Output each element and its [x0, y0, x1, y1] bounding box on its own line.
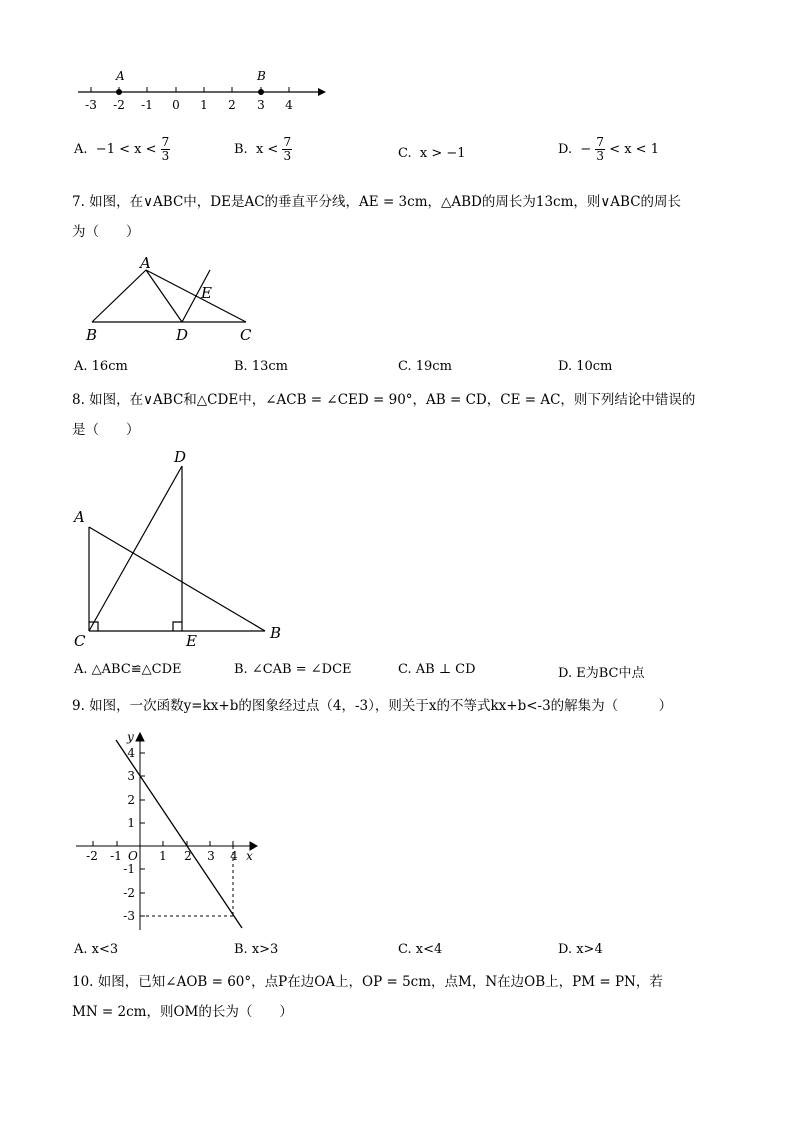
- tick-label: -1: [141, 98, 153, 112]
- q7-label-e: E: [201, 284, 212, 302]
- q7-stem-line1: 7. 如图，在∨ABC中，DE是AC的垂直平分线，AE = 3cm，△ABD的周长为13cm，则∨ABC的周长: [72, 194, 682, 210]
- q8-label-b: B: [270, 624, 282, 642]
- fraction-num: 7: [596, 135, 605, 149]
- q8-option-c[interactable]: C. AB ⊥ CD: [398, 662, 476, 677]
- tick-label: -3: [85, 98, 97, 112]
- y-tick-label: 4: [127, 746, 135, 760]
- x-tick-label: 2: [184, 849, 192, 863]
- tick-label: 1: [200, 98, 208, 112]
- x-tick-label: 3: [207, 849, 215, 863]
- tick-label: 3: [257, 98, 265, 112]
- q8-label-c: C: [74, 632, 86, 650]
- y-tick-label: 3: [127, 769, 135, 783]
- x-tick-label: -2: [86, 849, 98, 863]
- point-a-label: A: [116, 69, 125, 83]
- tick-label: 4: [285, 98, 293, 112]
- option-label: D.: [558, 142, 573, 157]
- fraction-den: 3: [283, 149, 292, 163]
- x-axis-label: x: [246, 849, 253, 863]
- origin-label: O: [128, 849, 138, 863]
- q8-label-d: D: [174, 448, 187, 466]
- q7-label-a: A: [140, 254, 151, 272]
- q8-stem-line2: 是（ ）: [72, 422, 140, 438]
- q8-option-a[interactable]: A. △ABC≌△CDE: [74, 662, 182, 677]
- q9-option-a[interactable]: A. x<3: [74, 942, 119, 957]
- fraction-num: 7: [283, 135, 292, 149]
- q7-option-d[interactable]: D. 10cm: [558, 359, 613, 374]
- y-tick-label: -2: [123, 886, 135, 900]
- x-tick-label: -1: [110, 849, 122, 863]
- option-expression: −: [580, 142, 592, 157]
- tick-label: -2: [113, 98, 125, 112]
- q9-option-b[interactable]: B. x>3: [234, 942, 279, 957]
- y-tick-label: -1: [123, 862, 135, 876]
- tick-label: 0: [172, 98, 180, 112]
- q9-option-d[interactable]: D. x>4: [558, 942, 603, 957]
- y-tick-label: -3: [123, 909, 135, 923]
- q9-stem-line1: 9. 如图，一次函数y=kx+b的图象经过点（4，-3），则关于x的不等式kx+b<-3的解集为（ ）: [72, 698, 673, 714]
- q7-label-b: B: [86, 326, 98, 344]
- fraction-num: 7: [161, 135, 170, 149]
- fraction-den: 3: [596, 149, 605, 163]
- fraction-den: 3: [161, 149, 170, 163]
- y-axis-label: y: [127, 730, 134, 744]
- q7-stem-line2: 为（ ）: [72, 224, 140, 240]
- tick-label: 2: [228, 98, 236, 112]
- q8-stem-line1: 8. 如图，在∨ABC和△CDE中，∠ACB = ∠CED = 90°，AB = CD，CE = AC，则下列结论中错误的: [72, 392, 696, 408]
- option-label: A.: [74, 142, 88, 157]
- q9-option-c[interactable]: C. x<4: [398, 942, 443, 957]
- q7-option-c[interactable]: C. 19cm: [398, 359, 452, 374]
- option-expression-tail: < x < 1: [609, 142, 659, 157]
- y-tick-label: 2: [127, 793, 135, 807]
- option-label: C.: [398, 146, 412, 161]
- option-expression: x <: [255, 142, 279, 157]
- q7-label-c: C: [240, 326, 252, 344]
- y-tick-label: 1: [127, 816, 135, 830]
- q8-option-b[interactable]: B. ∠CAB = ∠DCE: [234, 662, 352, 677]
- x-tick-label: 1: [159, 849, 167, 863]
- q8-label-e: E: [186, 632, 197, 650]
- q7-label-d: D: [176, 326, 189, 344]
- point-b-label: B: [257, 69, 266, 83]
- option-expression: −1 < x <: [95, 142, 157, 157]
- q10-stem-line1: 10. 如图，已知∠AOB = 60°，点P在边OA上，OP = 5cm，点M，N在边OB上，PM = PN，若: [72, 974, 663, 990]
- q7-option-b[interactable]: B. 13cm: [234, 359, 288, 374]
- q8-option-d[interactable]: D. E为BC中点: [558, 666, 645, 681]
- q10-stem-line2: MN = 2cm，则OM的长为（ ）: [72, 1004, 293, 1020]
- x-tick-label: 4: [230, 849, 238, 863]
- q7-option-a[interactable]: A. 16cm: [74, 359, 128, 374]
- option-expression: x > −1: [419, 146, 466, 161]
- option-label: B.: [234, 142, 248, 157]
- q8-label-a: A: [74, 508, 85, 526]
